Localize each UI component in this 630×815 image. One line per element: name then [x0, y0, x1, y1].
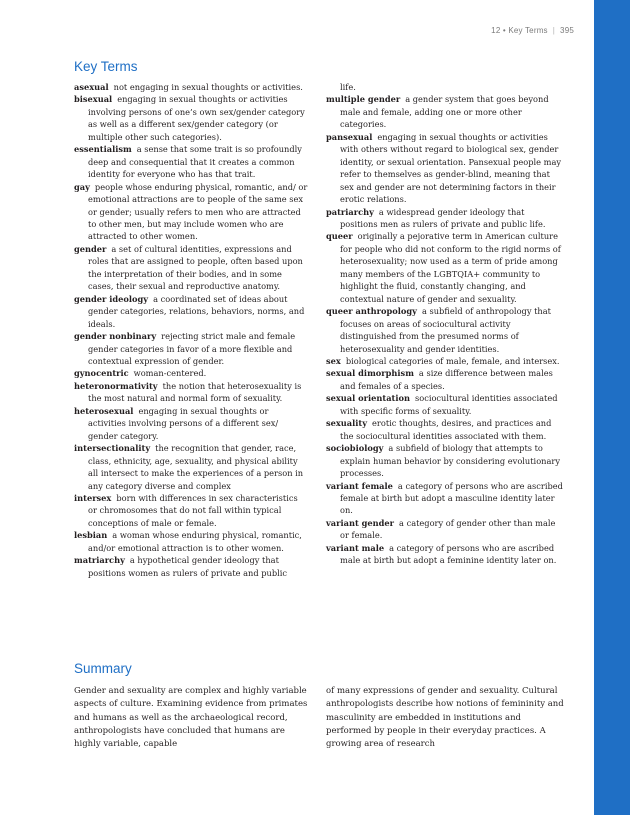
glossary-entry [74, 181, 308, 243]
glossary-entry [74, 380, 308, 405]
glossary-term: bisexual [74, 94, 113, 105]
glossary-entry [74, 405, 308, 442]
glossary-entry [74, 93, 308, 143]
glossary-entry [74, 243, 308, 293]
glossary-entry [74, 81, 308, 93]
glossary-term: sexual orientation [326, 393, 410, 404]
glossary-definition: engaging in sexual thoughts or activities involving persons of a different sex/ gender category. [88, 405, 279, 441]
glossary-term: sexuality [326, 418, 368, 429]
glossary-definition: originally a pejorative term in American culture for people who did not conform to the rigid norms of heterosexuality; now used as a term of pride among many members of the LGBTQIA+ community to highlight the fluid, constantly changing, and contextual nature of gender and sexuality. [340, 231, 561, 304]
glossary-term: variant female [326, 480, 393, 491]
glossary-entry [326, 542, 564, 567]
glossary-term: gay [74, 181, 90, 192]
glossary-definition: erotic thoughts, desires, and practices and the sociocultural identities associated with them. [340, 418, 552, 441]
glossary-term: gender nonbinary [74, 331, 157, 342]
chapter-label: 12 • Key Terms [491, 26, 548, 35]
glossary-term: gender [74, 243, 107, 254]
glossary-entry [74, 367, 308, 379]
glossary-entry [74, 143, 308, 180]
glossary-entry [326, 392, 564, 417]
glossary-entry [326, 131, 564, 206]
glossary-term: variant male [326, 542, 385, 553]
glossary-entry [74, 529, 308, 554]
glossary-term: intersectionality [74, 443, 151, 454]
summary-right-column: of many expressions of gender and sexuality. Cultural anthropologists describe how notions of femininity and masculinity are embedded in institutions and performed by people in their everyday practices. A growing area of research [326, 686, 564, 750]
glossary-term: intersex [74, 492, 112, 503]
glossary-term: sex [326, 355, 341, 366]
glossary-definition: the recognition that gender, race, class, ethnicity, age, sexuality, and physical ability all intersect to make the experiences of a person in any category diverse and complex [88, 443, 304, 491]
glossary-definition: biological categories of male, female, and intersex. [345, 355, 560, 366]
glossary-definition: a hypothetical gender ideology that positions women as rulers of private and public [88, 555, 288, 578]
glossary-term: variant gender [326, 517, 395, 528]
glossary-definition: born with differences in sex characteristics or chromosomes that do not fall within typical conceptions of male or female. [88, 492, 298, 528]
glossary-term: lesbian [74, 530, 108, 541]
glossary-entry [74, 554, 308, 579]
glossary-definition: people whose enduring physical, romantic, and/ or emotional attractions are to people of the same sex or gender; usually refers to men who are attracted to other men, but may include women who are attracted to other women. [88, 181, 308, 242]
glossary-definition: a widespread gender ideology that positions men as rulers of private and public life. [340, 206, 546, 229]
glossary-definition: a woman whose enduring physical, romantic, and/or emotional attraction is to other women. [88, 530, 302, 553]
glossary-entry [74, 293, 308, 330]
glossary-definition: rejecting strict male and female gender categories in favor of a more flexible and contextual expression of gender. [88, 331, 296, 366]
glossary-entry [326, 206, 564, 231]
glossary-term: gynocentric [74, 368, 129, 379]
glossary-entry [326, 517, 564, 542]
glossary-entry [326, 442, 564, 479]
glossary-entry [326, 480, 564, 517]
glossary-term: heterosexual [74, 405, 134, 416]
glossary-term: patriarchy [326, 206, 374, 217]
glossary-definition: a sense that some trait is so profoundly deep and consequential that it creates a common identity for everyone who has that trait. [88, 144, 302, 180]
glossary-right-column [326, 81, 564, 567]
summary-heading: Summary [74, 661, 132, 676]
glossary-entry [326, 305, 564, 355]
glossary-term: heteronormativity [74, 380, 158, 391]
glossary-term: essentialism [74, 144, 132, 155]
glossary-term: multiple gender [326, 94, 401, 105]
glossary-entry [326, 93, 564, 130]
glossary-definition: a subfield of biology that attempts to explain human behavior by considering evolutionary processes. [340, 443, 560, 479]
glossary-definition: engaging in sexual thoughts or activities with others without regard to biological sex, gender identity, or sexual orientation. Pansexual people may refer to themselves as gender-blind, meaning that sex and gender are not determining factors in their erotic relations. [340, 131, 562, 205]
glossary-definition: the notion that heterosexuality is the most natural and normal form of sexuality. [88, 380, 302, 404]
glossary-entry [74, 492, 308, 529]
glossary-term: pansexual [326, 131, 373, 142]
glossary-definition: a size difference between males and females of a species. [340, 368, 553, 391]
glossary-term: gender ideology [74, 293, 149, 304]
glossary-definition: a category of persons who are ascribed female at birth but adopt a masculine identity later on. [340, 480, 563, 516]
glossary-entry [326, 230, 564, 305]
glossary-term: asexual [74, 82, 109, 92]
glossary-definition: a gender system that goes beyond male and female, adding one or more other categories. [340, 94, 549, 130]
glossary-continuation [326, 81, 564, 93]
glossary-term: queer [326, 231, 353, 242]
glossary-definition: a category of gender other than male or female. [340, 517, 556, 541]
glossary-term: sexual dimorphism [326, 368, 414, 379]
glossary-entry [326, 367, 564, 392]
glossary-term: queer anthropology [326, 306, 417, 317]
page-edge-color-bar [594, 0, 630, 815]
separator: | [552, 26, 556, 35]
glossary-entry [74, 442, 308, 492]
glossary-definition: a category of persons who are ascribed male at birth but adopt a feminine identity later on. [340, 542, 557, 566]
continuation-text: life. [340, 82, 356, 92]
glossary-entry [74, 330, 308, 367]
glossary-entry [326, 417, 564, 442]
glossary-definition: a set of cultural identities, expressions and roles that are assigned to people, often based upon the interpretation of their bodies, and in some cases, their sexual and reproductive anatomy. [88, 243, 303, 292]
summary-left-column: Gender and sexuality are complex and highly variable aspects of culture. Examining evidence from primates and humans as well as the archaeological record, anthropologists have concluded that humans are highly variable, capable [74, 686, 308, 750]
glossary-entry [326, 355, 564, 367]
glossary-definition: not engaging in sexual thoughts or activities. [113, 82, 303, 92]
glossary-left-column [74, 81, 308, 579]
glossary-definition: a coordinated set of ideas about gender categories, relations, behaviors, norms, and ideals. [88, 293, 305, 329]
running-head [491, 26, 574, 35]
key-terms-heading: Key Terms [74, 59, 138, 74]
glossary-term: sociobiology [326, 443, 384, 454]
page-number: 395 [560, 26, 574, 35]
glossary-definition: engaging in sexual thoughts or activities involving persons of one’s own sex/gender category as well as a different sex/gender category (or multiple other such categories). [88, 94, 305, 142]
glossary-definition: a subfield of anthropology that focuses on areas of sociocultural activity distinguished from the presumed norms of heterosexuality and gender identities. [340, 306, 551, 354]
glossary-definition: woman-centered. [133, 368, 207, 379]
glossary-definition: sociocultural identities associated with specific forms of sexuality. [340, 393, 558, 416]
glossary-term: matriarchy [74, 555, 125, 566]
